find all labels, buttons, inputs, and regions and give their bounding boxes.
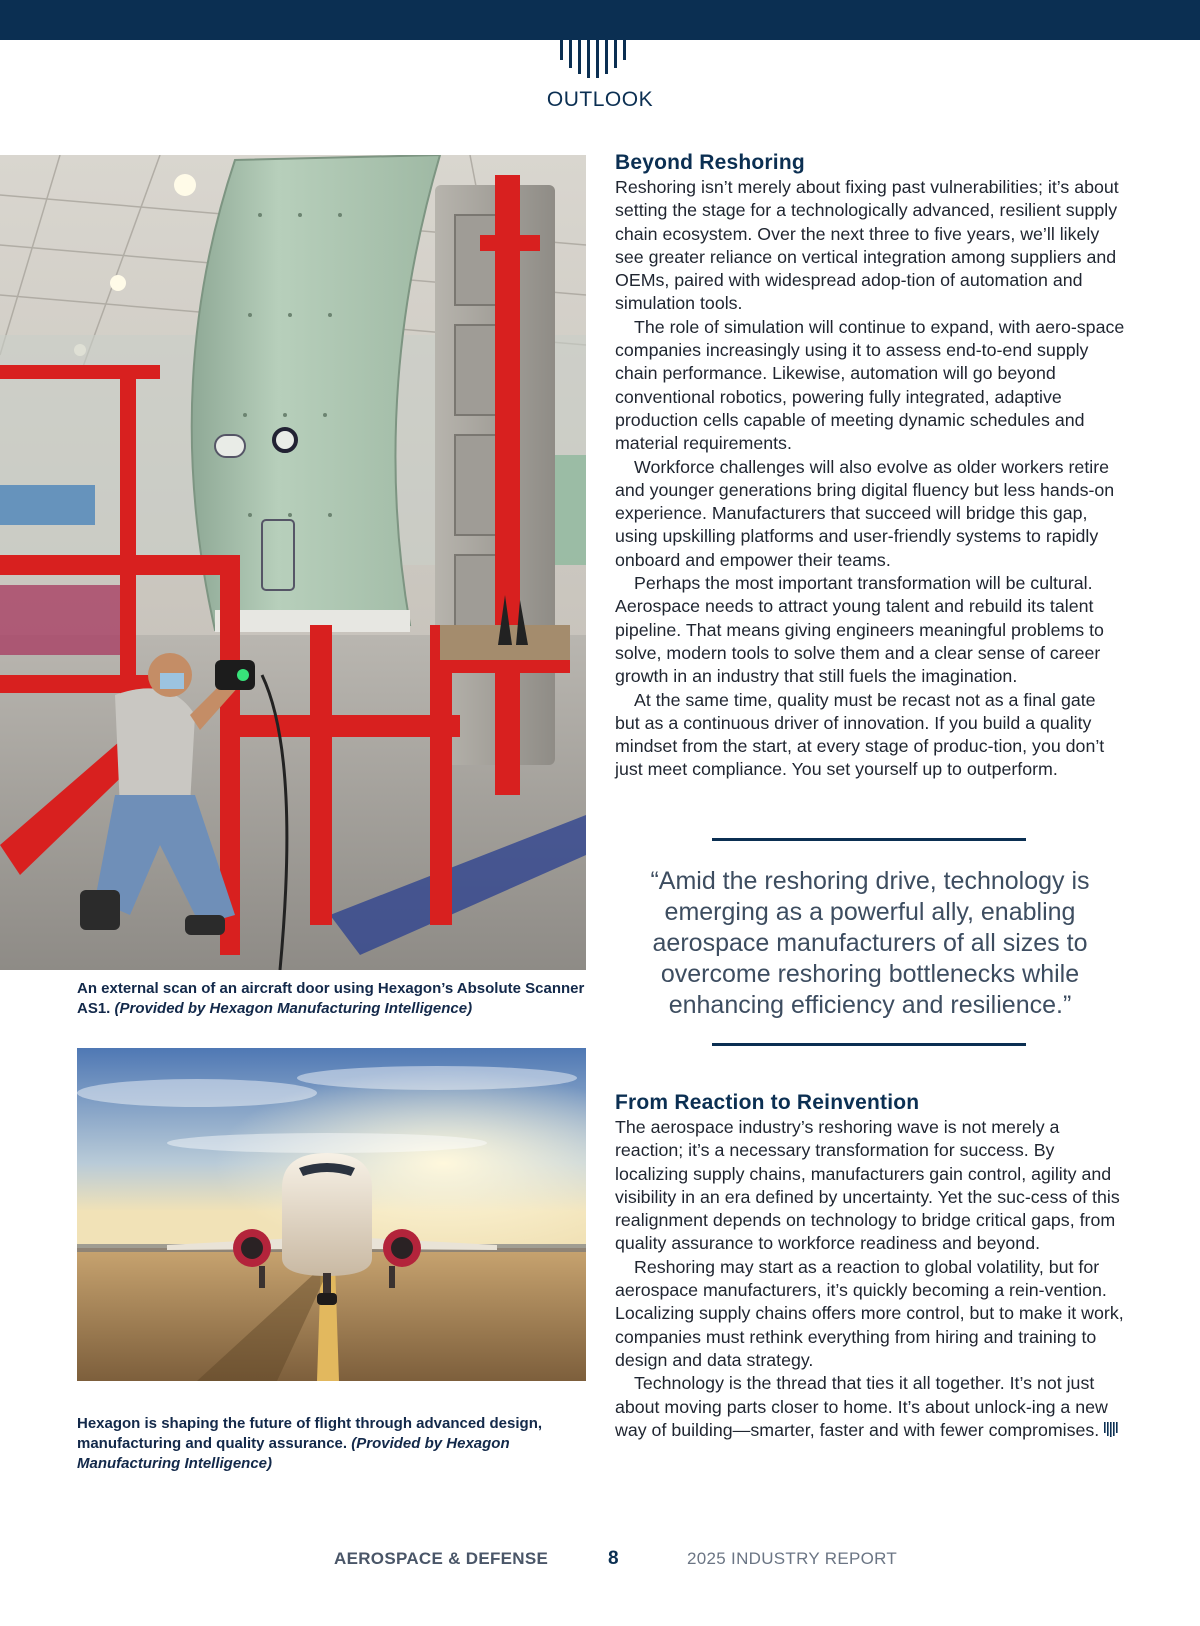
article-paragraph: Perhaps the most important transformation will be cultural. Aerospace needs to attract young talent and rebuild its talent pipeline. That means giving engineers meaningful problems to solve, modern tools to solve them and a clear sense of career growth in an industry that still fuels the imagination. bbox=[615, 573, 1104, 687]
barcode-logo-icon bbox=[560, 40, 640, 80]
pull-quote-rule-top bbox=[712, 838, 1026, 841]
article-paragraph bbox=[615, 1372, 1125, 1442]
photo-aircraft-door-scan bbox=[0, 155, 586, 970]
article-paragraph-text: Technology is the thread that ties it all together. It’s not just about moving parts closer to home. It’s about unlock-ing a new way of building—smarter, faster and with fewer compromises. bbox=[615, 1373, 1108, 1440]
photo-airliner-tarmac bbox=[77, 1048, 586, 1381]
article-paragraph: Reshoring isn’t merely about fixing past vulnerabilities; it’s about setting the stage for a technologically advanced, resilient supply chain ecosystem. Over the next three to five years, we’ll likely see greater reliance on vertical integration among suppliers and OEMs, paired with widespread adop-tion of automation and simulation tools. bbox=[615, 177, 1119, 314]
caption-text: Hexagon is shaping the future of flight through advanced design, manufacturing and quality assurance. bbox=[77, 1415, 543, 1452]
top-banner bbox=[0, 0, 1200, 40]
article-section-reaction-to-reinvention bbox=[615, 1090, 1125, 1442]
section-heading: Beyond Reshoring bbox=[615, 151, 805, 174]
article-paragraph: Workforce challenges will also evolve as older workers retire and younger generations bring digital fluency but less hands-on experience. Manufacturers that succeed will bridge this gap, using upskilling platforms and user-friendly systems to rapidly onboard and empower their teams. bbox=[615, 456, 1115, 570]
page-number: 8 bbox=[608, 1548, 619, 1569]
footer-publication: AEROSPACE & DEFENSE bbox=[334, 1549, 549, 1568]
end-of-article-icon bbox=[1104, 1422, 1118, 1437]
section-label: OUTLOOK bbox=[546, 88, 654, 111]
photo-caption bbox=[77, 979, 597, 1019]
section-heading: From Reaction to Reinvention bbox=[615, 1091, 920, 1114]
article-paragraph: The aerospace industry’s reshoring wave is not merely a reaction; it’s a necessary transformation for success. By localizing supply chains, manufacturers gain control, agility and visibility in an era defined by uncertainty. Yet the suc-cess of this realignment depends on technology to bridge critical gaps, from quality assurance to workforce readiness and beyond. bbox=[615, 1117, 1120, 1254]
caption-credit: (Provided by Hexagon Manufacturing Intelligence) bbox=[77, 1435, 510, 1472]
photo-caption bbox=[77, 1414, 597, 1474]
pull-quote-rule-bottom bbox=[712, 1043, 1026, 1046]
article-paragraph: At the same time, quality must be recast not as a final gate but as a continuous driver of innovation. If you build a quality mindset from the start, at every stage of produc-tion, you don’t just meet compliance. You set yourself up to outperform. bbox=[615, 689, 1105, 780]
footer-report-title: 2025 INDUSTRY REPORT bbox=[687, 1549, 898, 1568]
page-footer bbox=[0, 1549, 1200, 1573]
article-paragraph: Reshoring may start as a reaction to global volatility, but for aerospace manufacturers, it’s quickly becoming a rein-vention. Localizing supply chains offers more control, but to make it work, companies must rethink everything from hiring and training to design and data strategy. bbox=[615, 1256, 1124, 1370]
caption-credit: (Provided by Hexagon Manufacturing Intelligence) bbox=[114, 1000, 473, 1017]
caption-text: An external scan of an aircraft door using Hexagon’s Absolute Scanner AS1. bbox=[77, 980, 585, 1017]
article-section-beyond-reshoring bbox=[615, 150, 1125, 782]
pull-quote: “Amid the reshoring drive, technology is emerging as a powerful ally, enabling aerospace manufacturers of all sizes to overcome reshoring bottlenecks while enhancing efficiency and resilience.” bbox=[650, 867, 1090, 1019]
article-paragraph: The role of simulation will continue to expand, with aero-space companies increasingly using it to assess end-to-end supply chain performance. Likewise, automation will go beyond conventional robotics, powering fully integrated, adaptive production cells capable of meeting dynamic schedules and material requirements. bbox=[615, 316, 1125, 454]
